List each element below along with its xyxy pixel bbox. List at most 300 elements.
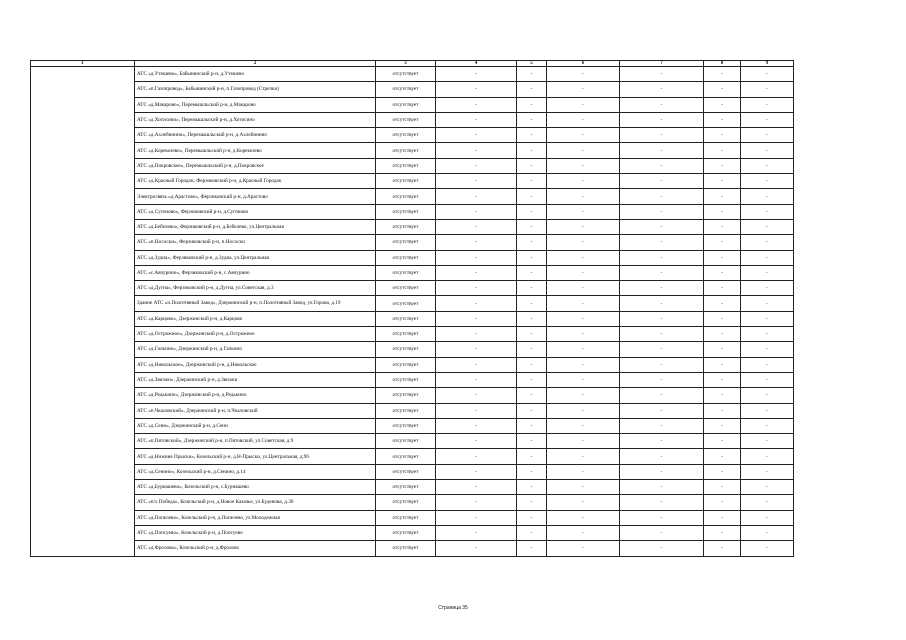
status-cell: отсутствует	[376, 464, 436, 479]
empty-value-cell: -	[704, 372, 741, 387]
empty-value-cell: -	[436, 510, 517, 525]
empty-value-cell: -	[620, 403, 704, 418]
status-cell: отсутствует	[376, 219, 436, 234]
empty-value-cell: -	[517, 403, 547, 418]
empty-value-cell: -	[741, 112, 794, 127]
empty-value-cell: -	[620, 372, 704, 387]
table-row	[31, 388, 794, 403]
status-cell: отсутствует	[376, 265, 436, 280]
empty-value-cell: -	[436, 158, 517, 173]
table-row	[31, 464, 794, 479]
column-header-9: 9	[741, 61, 794, 67]
empty-value-cell: -	[547, 434, 620, 449]
empty-value-cell: -	[620, 97, 704, 112]
empty-value-cell: -	[436, 250, 517, 265]
empty-value-cell: -	[741, 541, 794, 556]
empty-value-cell: -	[517, 82, 547, 97]
empty-value-cell: -	[620, 311, 704, 326]
empty-value-cell: -	[704, 525, 741, 540]
facility-name-cell: АТС «п.Нососки», Ферзиковский р-н, п.Нососки	[135, 235, 376, 250]
status-cell: отсутствует	[376, 97, 436, 112]
table-row	[31, 250, 794, 265]
empty-value-cell: -	[547, 296, 620, 311]
empty-value-cell: -	[547, 112, 620, 127]
empty-value-cell: -	[704, 296, 741, 311]
empty-value-cell: -	[517, 296, 547, 311]
empty-value-cell: -	[436, 418, 517, 433]
empty-value-cell: -	[741, 235, 794, 250]
empty-value-cell: -	[741, 204, 794, 219]
facility-name-cell: АТС «п.Чкаловский», Дзержинский р-н, п.Чкаловский	[135, 403, 376, 418]
empty-value-cell: -	[547, 128, 620, 143]
empty-value-cell: -	[436, 357, 517, 372]
empty-value-cell: -	[704, 388, 741, 403]
status-cell: отсутствует	[376, 327, 436, 342]
empty-value-cell: -	[620, 82, 704, 97]
empty-value-cell: -	[620, 480, 704, 495]
facility-name-cell: АТС «д.Бурнашево», Козельский р-н, с.Бурнашево	[135, 480, 376, 495]
empty-value-cell: -	[436, 97, 517, 112]
empty-value-cell: -	[741, 342, 794, 357]
empty-value-cell: -	[741, 97, 794, 112]
empty-value-cell: -	[704, 541, 741, 556]
empty-value-cell: -	[547, 250, 620, 265]
empty-value-cell: -	[436, 403, 517, 418]
empty-value-cell: -	[547, 265, 620, 280]
facility-name-cell: АТС «д.Бебелево», Ферзиковский р-н, д.Бебелево, ул.Центральная	[135, 219, 376, 234]
empty-value-cell: -	[436, 219, 517, 234]
empty-value-cell: -	[704, 357, 741, 372]
empty-value-cell: -	[547, 158, 620, 173]
table-row	[31, 112, 794, 127]
column-header-3: 3	[376, 61, 436, 67]
empty-value-cell: -	[547, 541, 620, 556]
empty-value-cell: -	[547, 418, 620, 433]
empty-value-cell: -	[704, 342, 741, 357]
empty-value-cell: -	[517, 327, 547, 342]
table-row	[31, 418, 794, 433]
status-cell: отсутствует	[376, 510, 436, 525]
empty-value-cell: -	[704, 143, 741, 158]
empty-value-cell: -	[517, 219, 547, 234]
column-header-8: 8	[704, 61, 741, 67]
status-cell: отсутствует	[376, 403, 436, 418]
table-row	[31, 449, 794, 464]
empty-value-cell: -	[741, 250, 794, 265]
table-row	[31, 204, 794, 219]
facility-name-cell: АТС «д.Карцово», Дзержинский р-н, д.Карцово	[135, 311, 376, 326]
status-cell: отсутствует	[376, 112, 436, 127]
empty-value-cell: -	[436, 342, 517, 357]
empty-value-cell: -	[741, 296, 794, 311]
facility-name-cell: АТС «д.Сени», Дзержинский р-н, д.Сени	[135, 418, 376, 433]
empty-value-cell: -	[517, 541, 547, 556]
facility-name-cell: АТС «д.Нижние Прыски», Козельский р-н, д.Н-Прыски, ул.Центральная, д.96	[135, 449, 376, 464]
empty-value-cell: -	[547, 495, 620, 510]
status-cell: отсутствует	[376, 158, 436, 173]
empty-value-cell: -	[517, 281, 547, 296]
empty-value-cell: -	[517, 128, 547, 143]
facility-name-cell: АТС «п.Газопровод», Бабынинский р-н, п.Газопровод (Стрелки)	[135, 82, 376, 97]
table-row	[31, 219, 794, 234]
empty-value-cell: -	[704, 495, 741, 510]
empty-value-cell: -	[547, 235, 620, 250]
empty-value-cell: -	[704, 219, 741, 234]
empty-value-cell: -	[704, 67, 741, 82]
empty-value-cell: -	[517, 67, 547, 82]
table-row	[31, 480, 794, 495]
table-row	[31, 357, 794, 372]
empty-value-cell: -	[517, 112, 547, 127]
empty-value-cell: -	[547, 327, 620, 342]
status-cell: отсутствует	[376, 541, 436, 556]
status-cell: отсутствует	[376, 311, 436, 326]
status-cell: отсутствует	[376, 372, 436, 387]
empty-value-cell: -	[517, 418, 547, 433]
empty-value-cell: -	[436, 311, 517, 326]
empty-value-cell: -	[436, 327, 517, 342]
table-row	[31, 97, 794, 112]
empty-value-cell: -	[741, 510, 794, 525]
empty-value-cell: -	[704, 174, 741, 189]
empty-value-cell: -	[704, 235, 741, 250]
empty-value-cell: -	[517, 480, 547, 495]
table-row	[31, 434, 794, 449]
empty-value-cell: -	[517, 97, 547, 112]
facility-name-cell: АТС «д.Редькино», Дзержинский р-н, д.Редькино	[135, 388, 376, 403]
empty-value-cell: -	[436, 388, 517, 403]
empty-value-cell: -	[436, 189, 517, 204]
table-row	[31, 158, 794, 173]
status-cell: отсутствует	[376, 235, 436, 250]
empty-value-cell: -	[741, 495, 794, 510]
empty-value-cell: -	[741, 372, 794, 387]
empty-value-cell: -	[741, 174, 794, 189]
empty-value-cell: -	[547, 388, 620, 403]
table-row	[31, 311, 794, 326]
empty-value-cell: -	[436, 281, 517, 296]
empty-value-cell: -	[517, 342, 547, 357]
empty-value-cell: -	[517, 158, 547, 173]
facility-name-cell: АТС «д.Красный Городок, Ферзиковский р-н, д.Красный Городок	[135, 174, 376, 189]
empty-value-cell: -	[704, 464, 741, 479]
empty-value-cell: -	[547, 510, 620, 525]
table-body	[31, 61, 794, 557]
empty-value-cell: -	[547, 204, 620, 219]
empty-value-cell: -	[547, 311, 620, 326]
empty-value-cell: -	[436, 112, 517, 127]
facility-name-cell: АТС «д.Сугоново», Ферзиковский р-н, д.Сугоново	[135, 204, 376, 219]
empty-value-cell: -	[436, 541, 517, 556]
column-header-2: 2	[135, 61, 376, 67]
empty-value-cell: -	[620, 250, 704, 265]
table-row	[31, 235, 794, 250]
data-table	[30, 60, 794, 557]
empty-value-cell: -	[620, 112, 704, 127]
empty-value-cell: -	[517, 235, 547, 250]
empty-value-cell: -	[741, 128, 794, 143]
table-row	[31, 67, 794, 82]
status-cell: отсутствует	[376, 128, 436, 143]
empty-value-cell: -	[620, 541, 704, 556]
empty-value-cell: -	[620, 357, 704, 372]
empty-value-cell: -	[704, 480, 741, 495]
empty-value-cell: -	[436, 67, 517, 82]
empty-value-cell: -	[547, 219, 620, 234]
status-cell: отсутствует	[376, 495, 436, 510]
empty-value-cell: -	[741, 525, 794, 540]
empty-value-cell: -	[620, 281, 704, 296]
status-cell: отсутствует	[376, 434, 436, 449]
status-cell: отсутствует	[376, 67, 436, 82]
facility-name-cell: АТС «д.Попсуево», Козельский р-н, д.Попсуево	[135, 525, 376, 540]
empty-value-cell: -	[517, 265, 547, 280]
empty-value-cell: -	[517, 189, 547, 204]
table-row	[31, 189, 794, 204]
empty-value-cell: -	[547, 189, 620, 204]
empty-value-cell: -	[436, 82, 517, 97]
table-row	[31, 541, 794, 556]
facility-name-cell: АТС «д.Ахлебинино», Перемышльский р-н, д.Ахлебинино	[135, 128, 376, 143]
status-cell: отсутствует	[376, 449, 436, 464]
empty-value-cell: -	[704, 281, 741, 296]
empty-value-cell: -	[741, 219, 794, 234]
table-row	[31, 174, 794, 189]
empty-value-cell: -	[517, 388, 547, 403]
empty-value-cell: -	[704, 128, 741, 143]
empty-value-cell: -	[741, 434, 794, 449]
empty-value-cell: -	[741, 327, 794, 342]
table-row	[31, 82, 794, 97]
status-cell: отсутствует	[376, 143, 436, 158]
empty-value-cell: -	[741, 464, 794, 479]
empty-value-cell: -	[741, 281, 794, 296]
empty-value-cell: -	[620, 219, 704, 234]
empty-value-cell: -	[704, 327, 741, 342]
facility-name-cell: АТС «д.Галкино», Дзержинский р-н, д.Галкино	[135, 342, 376, 357]
empty-value-cell: -	[741, 418, 794, 433]
empty-value-cell: -	[547, 403, 620, 418]
empty-value-cell: -	[436, 434, 517, 449]
empty-value-cell: -	[517, 525, 547, 540]
empty-value-cell: -	[517, 495, 547, 510]
empty-value-cell: -	[620, 327, 704, 342]
table-row	[31, 265, 794, 280]
empty-value-cell: -	[547, 464, 620, 479]
facility-name-cell: АТС «д.Макарово», Перемышльский р-н, д.Макарово	[135, 97, 376, 112]
empty-value-cell: -	[620, 525, 704, 540]
empty-value-cell: -	[547, 372, 620, 387]
facility-name-cell: АТС «д.Покровское», Перемышльский р-н, д.Покровское	[135, 158, 376, 173]
table-row	[31, 281, 794, 296]
facility-name-cell: АТС «д.Хотисино», Перемышльский р-н, д.Хотисино	[135, 112, 376, 127]
empty-value-cell: -	[620, 235, 704, 250]
status-cell: отсутствует	[376, 388, 436, 403]
facility-name-cell: АТС «д.Корекозево», Перемышльский р-н, д.Корекозево	[135, 143, 376, 158]
empty-value-cell: -	[547, 143, 620, 158]
empty-value-cell: -	[741, 388, 794, 403]
facility-name-cell: АТС «д.Звизжи», Дзержинский р-н, д.Звизжи	[135, 372, 376, 387]
empty-value-cell: -	[704, 418, 741, 433]
facility-name-cell: АТС «д.Острожное», Дзержинский р-н, д.Острожное	[135, 327, 376, 342]
empty-value-cell: -	[517, 311, 547, 326]
empty-value-cell: -	[436, 372, 517, 387]
empty-value-cell: -	[704, 449, 741, 464]
empty-value-cell: -	[620, 464, 704, 479]
table-row	[31, 296, 794, 311]
empty-value-cell: -	[547, 480, 620, 495]
empty-value-cell: -	[704, 204, 741, 219]
empty-value-cell: -	[436, 464, 517, 479]
empty-value-cell: -	[517, 449, 547, 464]
column-header-7: 7	[620, 61, 704, 67]
status-cell: отсутствует	[376, 204, 436, 219]
empty-value-cell: -	[547, 67, 620, 82]
empty-value-cell: -	[517, 464, 547, 479]
status-cell: отсутствует	[376, 189, 436, 204]
empty-value-cell: -	[547, 342, 620, 357]
empty-value-cell: -	[620, 174, 704, 189]
empty-value-cell: -	[620, 296, 704, 311]
facility-name-cell: Электросвязь «д.Арастово», Ферзиковский р-н, д.Арастово	[135, 189, 376, 204]
empty-value-cell: -	[704, 97, 741, 112]
empty-value-cell: -	[517, 174, 547, 189]
facility-name-cell: АТС «д.Сенино», Козельский р-н, д.Сенино, д.14	[135, 464, 376, 479]
empty-value-cell: -	[704, 434, 741, 449]
empty-value-cell: -	[620, 128, 704, 143]
status-cell: отсутствует	[376, 357, 436, 372]
page-number: Страница 35	[438, 605, 468, 611]
empty-value-cell: -	[704, 265, 741, 280]
empty-value-cell: -	[620, 449, 704, 464]
status-cell: отсутствует	[376, 82, 436, 97]
empty-value-cell: -	[517, 510, 547, 525]
empty-value-cell: -	[704, 158, 741, 173]
empty-value-cell: -	[517, 204, 547, 219]
empty-value-cell: -	[704, 403, 741, 418]
empty-value-cell: -	[436, 495, 517, 510]
table-row	[31, 403, 794, 418]
status-cell: отсутствует	[376, 296, 436, 311]
empty-value-cell: -	[704, 112, 741, 127]
empty-value-cell: -	[741, 158, 794, 173]
empty-value-cell: -	[620, 388, 704, 403]
empty-value-cell: -	[436, 128, 517, 143]
empty-value-cell: -	[436, 449, 517, 464]
empty-value-cell: -	[517, 434, 547, 449]
empty-value-cell: -	[547, 357, 620, 372]
facility-name-cell: АТС «д.Утешево», Бабынинский р-н, д.Утешево	[135, 67, 376, 82]
table-row	[31, 495, 794, 510]
empty-value-cell: -	[436, 480, 517, 495]
empty-value-cell: -	[704, 250, 741, 265]
empty-value-cell: -	[620, 434, 704, 449]
empty-value-cell: -	[741, 82, 794, 97]
empty-value-cell: -	[436, 265, 517, 280]
facility-name-cell: АТС «п/х Победа», Козельский р-н, д.Новое Казачье, ул.Буденова, д.36	[135, 495, 376, 510]
facility-name-cell: АТС «с.Авчурино», Ферзиковский р-н, с.Авчурино	[135, 265, 376, 280]
empty-value-cell: -	[620, 189, 704, 204]
column-header-6: 6	[547, 61, 620, 67]
column-header-4: 4	[436, 61, 517, 67]
facility-name-cell: Здание АТС «п.Полотняный Завод», Дзержинский р-н, п.Полотняный Завод, ул.Горова, д.19	[135, 296, 376, 311]
empty-value-cell: -	[704, 82, 741, 97]
empty-value-cell: -	[741, 311, 794, 326]
empty-value-cell: -	[436, 235, 517, 250]
empty-value-cell: -	[547, 97, 620, 112]
facility-name-cell: АТС «д.Фролово», Козельский р-н, д.Фролово	[135, 541, 376, 556]
table-row	[31, 372, 794, 387]
facility-name-cell: АТС «п.Пятовский», Дзержинский р-н, п.Пятовский, ул.Советская, д.9	[135, 434, 376, 449]
empty-value-cell: -	[741, 189, 794, 204]
empty-value-cell: -	[436, 174, 517, 189]
empty-value-cell: -	[620, 510, 704, 525]
status-cell: отсутствует	[376, 250, 436, 265]
empty-value-cell: -	[741, 449, 794, 464]
empty-value-cell: -	[741, 357, 794, 372]
empty-value-cell: -	[547, 174, 620, 189]
empty-value-cell: -	[517, 357, 547, 372]
status-cell: отсутствует	[376, 418, 436, 433]
empty-value-cell: -	[547, 281, 620, 296]
empty-value-cell: -	[436, 204, 517, 219]
empty-value-cell: -	[620, 158, 704, 173]
empty-value-cell: -	[547, 525, 620, 540]
column-header-1: 1	[31, 61, 135, 67]
empty-value-cell: -	[704, 189, 741, 204]
empty-value-cell: -	[741, 480, 794, 495]
empty-value-cell: -	[436, 525, 517, 540]
status-cell: отсутствует	[376, 174, 436, 189]
empty-value-cell: -	[620, 67, 704, 82]
empty-value-cell: -	[620, 342, 704, 357]
empty-value-cell: -	[704, 311, 741, 326]
empty-value-cell: -	[517, 372, 547, 387]
status-cell: отсутствует	[376, 342, 436, 357]
facility-name-cell: АТС «д.Дугна», Ферзиковский р-н, д.Дугна, ул.Советская, д.3	[135, 281, 376, 296]
status-cell: отсутствует	[376, 525, 436, 540]
empty-value-cell: -	[620, 204, 704, 219]
status-cell: отсутствует	[376, 281, 436, 296]
empty-value-cell: -	[547, 82, 620, 97]
empty-value-cell: -	[620, 495, 704, 510]
empty-value-cell: -	[620, 265, 704, 280]
table-row	[31, 128, 794, 143]
empty-value-cell: -	[704, 510, 741, 525]
table-row	[31, 342, 794, 357]
empty-value-cell: -	[620, 418, 704, 433]
empty-value-cell: -	[741, 403, 794, 418]
status-cell: отсутствует	[376, 480, 436, 495]
table-row	[31, 510, 794, 525]
empty-value-cell: -	[436, 296, 517, 311]
empty-value-cell: -	[547, 449, 620, 464]
facility-name-cell: АТС «д.Попелево», Козельский р-н, д.Попелево, ул.Молодежная	[135, 510, 376, 525]
empty-value-cell: -	[517, 250, 547, 265]
empty-value-cell: -	[741, 265, 794, 280]
table-row	[31, 327, 794, 342]
empty-value-cell: -	[620, 143, 704, 158]
table-row	[31, 525, 794, 540]
column-header-5: 5	[517, 61, 547, 67]
facility-name-cell: АТС «д.Никольское», Дзержинский р-н, д.Никольское	[135, 357, 376, 372]
table-row	[31, 143, 794, 158]
row-group-cell	[31, 67, 135, 557]
empty-value-cell: -	[436, 143, 517, 158]
empty-value-cell: -	[741, 143, 794, 158]
empty-value-cell: -	[517, 143, 547, 158]
facility-name-cell: АТС «д.Зудна», Ферзиковский р-н, д.Зудна, ул.Центральная	[135, 250, 376, 265]
